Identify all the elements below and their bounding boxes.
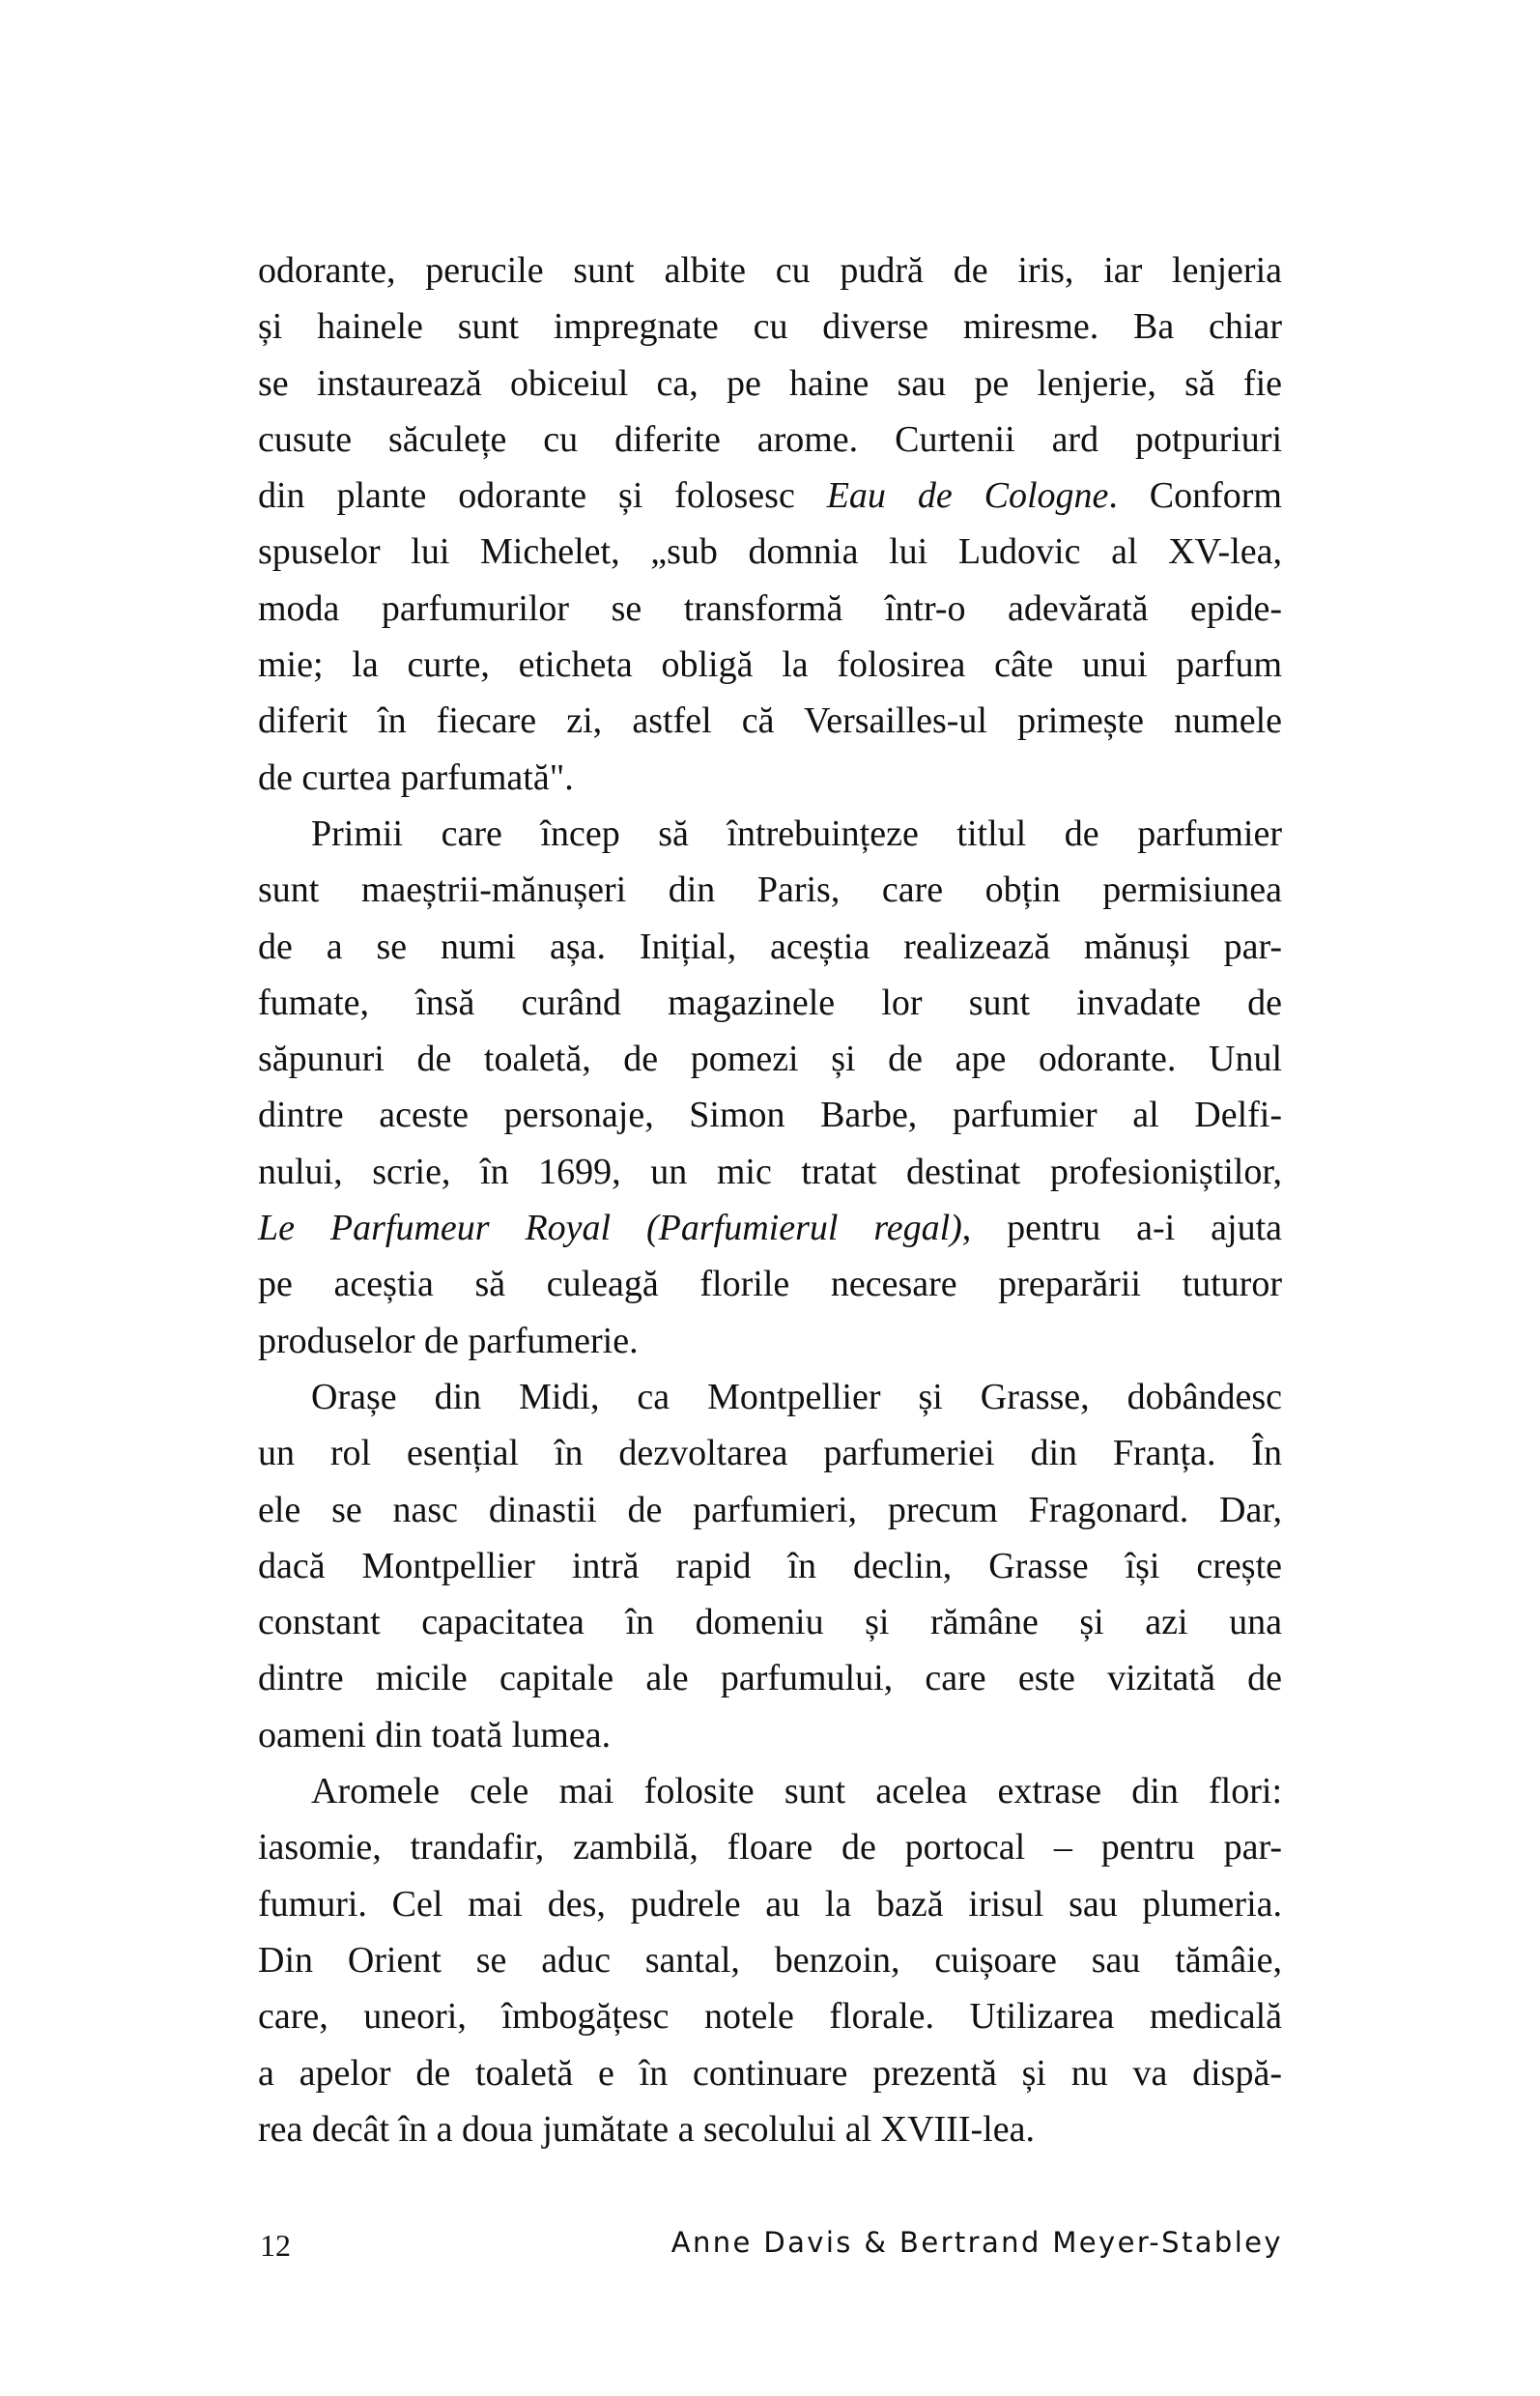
text-run: diferit în fiecare zi, astfel că Versailles-ul primește numele [258,700,1282,742]
text-line [258,1819,1282,1875]
text-run: și hainele sunt impregnate cu diverse miresme. Ba chiar [258,306,1282,348]
text-line [258,1313,1282,1369]
text-run: dintre micile capitale ale parfumului, care este vizitată de [258,1658,1282,1699]
text-run: de a se numi așa. Inițial, aceștia realizează mănuși par- [258,926,1282,967]
text-line [258,1932,1282,1988]
text-run: care, uneori, îmbogățesc notele florale. Utilizarea medicală [258,1996,1282,2038]
text-run: Primii care încep să întrebuințeze titlul de parfumier [311,813,1282,854]
text-line [258,693,1282,749]
text-line [258,806,1282,862]
text-line [258,2045,1282,2101]
text-run: cusute săculețe cu diferite arome. Curtenii ard potpuriuri [258,418,1282,460]
text-line [258,1650,1282,1706]
text-run: spuselor lui Michelet, „sub domnia lui Ludovic al XV-lea, [258,531,1282,573]
text-line [258,975,1282,1031]
paragraph [258,806,1282,1369]
text-line [258,1707,1282,1763]
text-run: a apelor de toaletă e în continuare prezentă și nu va dispă- [258,2052,1282,2094]
text-line [258,1482,1282,1538]
text-run: sunt maeștrii-mănușeri din Paris, care obțin permisiunea [258,870,1282,911]
paragraph [258,1763,1282,2157]
text-line [258,1200,1282,1256]
text-line [258,1256,1282,1312]
text-line [258,581,1282,637]
text-run: oameni din toată lumea. [258,1714,612,1755]
text-run: dacă Montpellier intră rapid în declin, Grasse își crește [258,1545,1282,1586]
text-line [258,1763,1282,1819]
paragraph [258,1369,1282,1763]
text-line [258,862,1282,918]
text-run: săpunuri de toaletă, de pomezi și de ape odorante. Unul [258,1039,1282,1080]
text-line [258,242,1282,299]
text-run: pe aceștia să culeagă florile necesare preparării tuturor [258,1264,1282,1305]
text-line [258,1876,1282,1932]
page-number: 12 [260,2228,291,2263]
paragraph [258,242,1282,806]
text-line [258,468,1282,524]
text-run: rea decât în a doua jumătate a secolului al XVIII-lea. [258,2108,1035,2150]
text-run: . Conform [1108,475,1282,517]
text-run: iasomie, trandafir, zambilă, floare de portocal – pentru par- [258,1827,1282,1868]
text-run: nului, scrie, în 1699, un mic tratat destinat profesioniștilor, [258,1151,1282,1192]
text-line [258,750,1282,806]
italic-title: Eau de Cologne [826,475,1109,517]
text-run: moda parfumurilor se transformă într-o adevărată epide- [258,587,1282,629]
text-run: Orașe din Midi, ca Montpellier și Grasse, dobândesc [311,1376,1282,1417]
text-line [258,1988,1282,2044]
text-line [258,356,1282,412]
text-run: din plante odorante și folosesc [258,475,827,517]
text-run: fumuri. Cel mai des, pudrele au la bază irisul sau plumeria. [258,1883,1282,1925]
running-footer-author: Anne Davis & Bertrand Meyer-Stabley [670,2226,1283,2259]
text-run: odorante, perucile sunt albite cu pudră de iris, iar lenjeria [258,250,1282,291]
text-line [258,1031,1282,1087]
text-line [258,1538,1282,1594]
text-run: se instaurează obiceiul ca, pe haine sau pe lenjerie, să fie [258,362,1282,404]
text-run: ele se nasc dinastii de parfumieri, precum Fragonard. Dar, [258,1489,1282,1530]
text-run: dintre aceste personaje, Simon Barbe, parfumier al Delfi- [258,1095,1282,1136]
text-line [258,1087,1282,1143]
text-run: mie; la curte, eticheta obligă la folosirea câte unui parfum [258,644,1282,686]
text-line [258,412,1282,468]
italic-title: Le Parfumeur Royal (Parfumierul regal) [258,1208,962,1249]
text-line [258,524,1282,580]
text-run: fumate, însă curând magazinele lor sunt invadate de [258,982,1282,1023]
text-line [258,1594,1282,1650]
text-run: produselor de parfumerie. [258,1320,639,1361]
text-run: Din Orient se aduc santal, benzoin, cuișoare sau tămâie, [258,1939,1282,1981]
text-line [258,1425,1282,1481]
text-line [258,637,1282,693]
text-run: un rol esențial în dezvoltarea parfumeriei din Franța. În [258,1433,1282,1474]
text-line [258,1144,1282,1200]
body-text [258,242,1282,2157]
text-line [258,1369,1282,1425]
text-run: de curtea parfumată". [258,756,574,798]
text-run: , pentru a-i ajuta [961,1208,1282,1249]
text-line [258,2101,1282,2157]
text-line [258,919,1282,975]
text-line [258,299,1282,355]
text-run: constant capacitatea în domeniu și rămâne și azi una [258,1602,1282,1643]
text-run: Aromele cele mai folosite sunt acelea extrase din flori: [311,1771,1282,1812]
